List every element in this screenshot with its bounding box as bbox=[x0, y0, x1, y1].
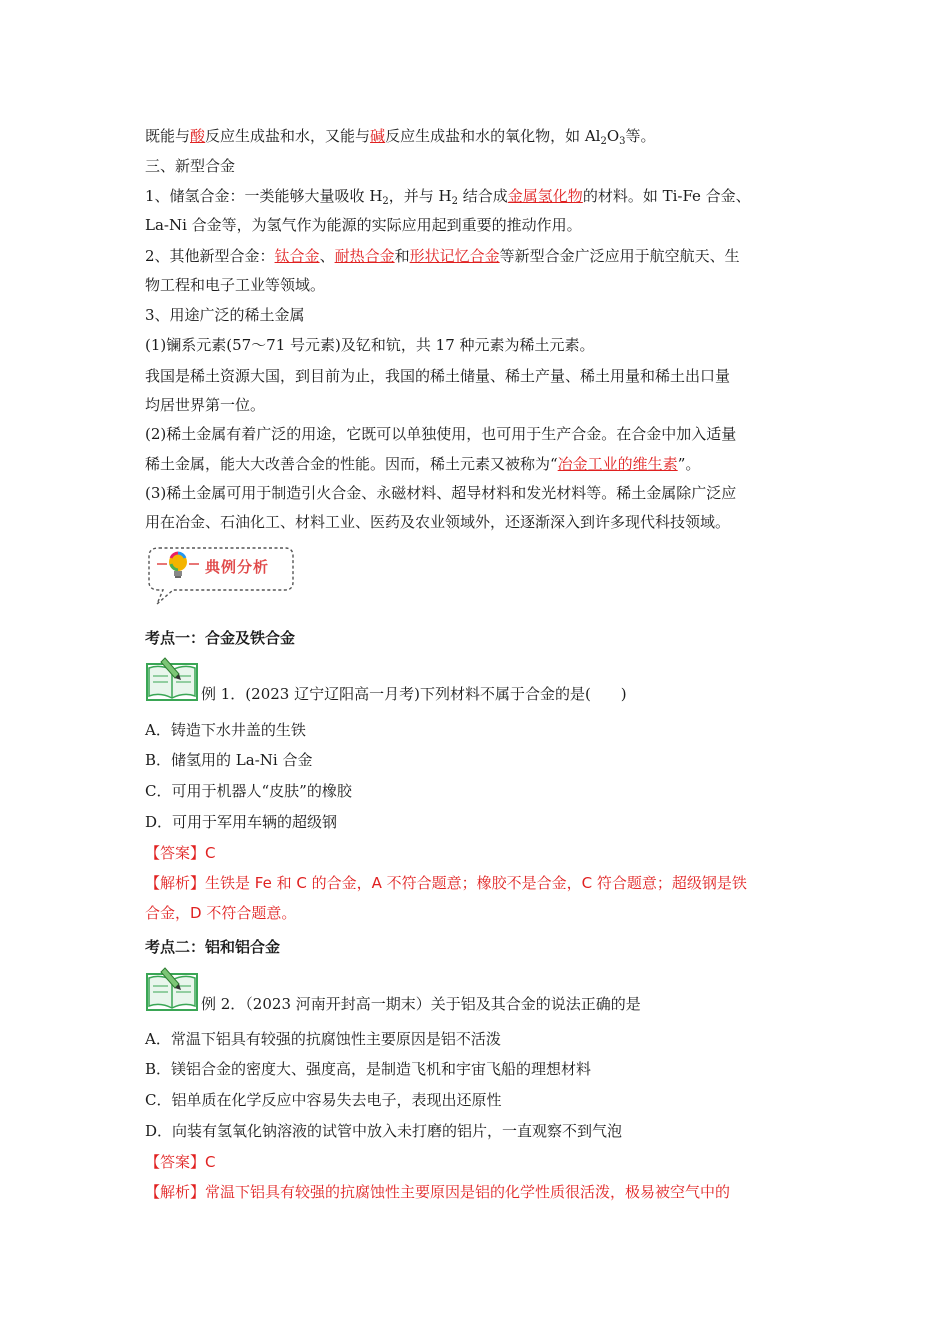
kp2-option-a: A．常温下铝具有较强的抗腐蚀性主要原因是铝不活泼 bbox=[145, 1030, 501, 1048]
kp2-title: 考点二：铝和铝合金 bbox=[145, 938, 281, 956]
example-1-block bbox=[145, 656, 815, 706]
kp2-option-b: B．镁铝合金的密度大、强度高，是制造飞机和宇宙飞船的理想材料 bbox=[145, 1060, 592, 1078]
term-vitamin: 冶金工业的维生素 bbox=[557, 455, 678, 473]
para-hydrogen-storage: 1、储氢合金：一类能够大量吸收 $H_2$，并与 $H_2$ 结合成金属氢化物的材料。如 Ti-Fe 合金、 bbox=[145, 187, 751, 207]
term-acid: 酸 bbox=[190, 127, 206, 145]
term-heat-resistant-alloy: 耐热合金 bbox=[334, 247, 395, 265]
term-titanium-alloy: 钛合金 bbox=[274, 247, 320, 265]
example-2-question: 例 2．（2023 河南开封高一期末）关于铝及其合金的说法正确的是 bbox=[201, 995, 641, 1013]
term-shape-memory-alloy: 形状记忆合金 bbox=[409, 247, 500, 265]
para-china-l1: 我国是稀土资源大国，到目前为止，我国的稀土储量、稀土产量、稀土用量和稀土出口量 bbox=[145, 367, 731, 385]
kp2-analysis-l1: 【解析】常温下铝具有较强的抗腐蚀性主要原因是铝的化学性质很活泼，极易被空气中的 bbox=[145, 1183, 731, 1201]
kp1-title: 考点一：合金及铁合金 bbox=[145, 629, 296, 647]
term-base: 碱 bbox=[370, 127, 386, 145]
example-1-question: 例 1．(2023 辽宁辽阳高一月考)下列材料不属于合金的是( ) bbox=[201, 685, 627, 703]
kp2-option-d: D．向装有氢氧化钠溶液的试管中放入未打磨的铝片，一直观察不到气泡 bbox=[145, 1122, 623, 1140]
para-rare-earth-title: 3、用途广泛的稀土金属 bbox=[145, 306, 305, 324]
book-pencil-icon bbox=[145, 966, 199, 1012]
para-other-alloys: 2、其他新型合金：钛合金、耐热合金和形状记忆合金等新型合金广泛应用于航空航天、生 bbox=[145, 247, 740, 265]
para-china-l2: 均居世界第一位。 bbox=[145, 396, 266, 414]
para-lanthanides: (1)镧系元素(57～71 号元素)及钇和钪，共 17 种元素为稀土元素。 bbox=[145, 336, 595, 354]
kp2-answer: 【答案】C bbox=[145, 1153, 216, 1171]
kp1-analysis-l1: 【解析】生铁是 Fe 和 C 的合金，A 不符合题意；橡胶不是合金，C 符合题意；超级钢是铁 bbox=[145, 874, 747, 892]
example-2-block bbox=[145, 966, 815, 1016]
para-applications-l1: (3)稀土金属可用于制造引火合金、永磁材料、超导材料和发光材料等。稀土金属除广泛应 bbox=[145, 484, 737, 502]
intro-line: 既能与酸反应生成盐和水，又能与碱反应生成盐和水的氧化物，如 $Al_2O_3$等。 bbox=[145, 127, 656, 147]
para-applications-l2: 用在冶金、石油化工、材料工业、医药及农业领域外，还逐渐深入到许多现代科技领域。 bbox=[145, 513, 731, 531]
badge-label: 典例分析 bbox=[205, 558, 270, 576]
example-analysis-badge bbox=[145, 542, 295, 606]
section-title: 三、新型合金 bbox=[145, 157, 236, 175]
kp1-option-d: D．可用于军用车辆的超级钢 bbox=[145, 813, 338, 831]
kp1-option-a: A．铸造下水井盖的生铁 bbox=[145, 721, 306, 739]
kp2-option-c: C．铝单质在化学反应中容易失去电子，表现出还原性 bbox=[145, 1091, 502, 1109]
kp1-answer: 【答案】C bbox=[145, 844, 216, 862]
para-hydrogen-storage-l2: La-Ni 合金等，为氢气作为能源的实际应用起到重要的推动作用。 bbox=[145, 216, 582, 234]
para-uses-l2: 稀土金属，能大大改善合金的性能。因而，稀土元素又被称为“冶金工业的维生素”。 bbox=[145, 455, 701, 473]
para-other-alloys-l2: 物工程和电子工业等领域。 bbox=[145, 276, 326, 294]
kp1-analysis-l2: 合金，D 不符合题意。 bbox=[145, 904, 297, 922]
kp1-option-b: B．储氢用的 La-Ni 合金 bbox=[145, 751, 313, 769]
kp1-option-c: C．可用于机器人“皮肤”的橡胶 bbox=[145, 782, 352, 800]
para-uses-l1: (2)稀土金属有着广泛的用途，它既可以单独使用，也可用于生产合金。在合金中加入适量 bbox=[145, 425, 737, 443]
term-metal-hydride: 金属氢化物 bbox=[507, 187, 583, 205]
book-pencil-icon bbox=[145, 656, 199, 702]
